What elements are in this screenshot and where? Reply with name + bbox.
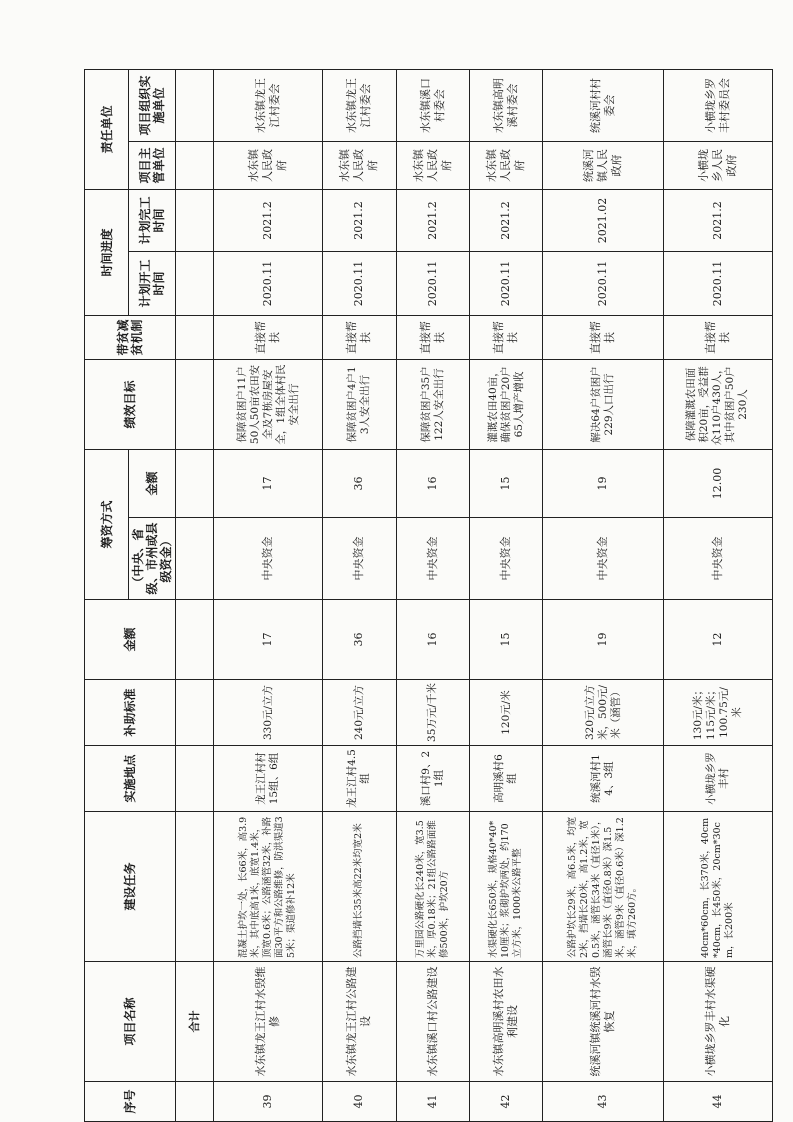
row-implementer: 水东镇龙王江村委会 xyxy=(323,69,396,141)
total-label: 合计 xyxy=(176,962,214,1082)
col-resp: 责任单位 xyxy=(85,69,129,189)
col-goal: 绩效目标 xyxy=(85,359,176,449)
row-famount: 19 xyxy=(543,449,663,517)
row-finish: 2021.2 xyxy=(323,189,396,251)
row-finish: 2021.02 xyxy=(543,189,663,251)
row-seq: 42 xyxy=(470,1082,543,1122)
col-start: 计划开工时间 xyxy=(129,251,176,315)
row-implementer: 水东镇高明溪村委会 xyxy=(470,69,543,141)
row-name: 水东镇高明溪村农田水利建设 xyxy=(470,962,543,1082)
row-mechanism: 直接帮扶 xyxy=(663,315,772,359)
row-site: 溪口村9、21组 xyxy=(396,746,469,812)
row-start: 2020.11 xyxy=(214,251,323,315)
row-standard: 330元/立方 xyxy=(214,680,323,746)
row-source: 中央资金 xyxy=(214,518,323,600)
col-standard: 补助标准 xyxy=(85,680,176,746)
row-supervisor: 水东镇人民政府 xyxy=(396,141,469,189)
row-amount: 16 xyxy=(396,600,469,680)
row-finish: 2021.2 xyxy=(214,189,323,251)
row-finish: 2021.2 xyxy=(470,189,543,251)
row-task: 公路挡墙长35米高22米均宽2米 xyxy=(323,812,396,962)
row-source: 中央资金 xyxy=(543,518,663,600)
row-mechanism: 直接帮扶 xyxy=(396,315,469,359)
table-row xyxy=(663,69,772,1121)
col-funding: 筹资方式 xyxy=(85,449,129,599)
row-standard: 320元/立方米，500元/米（涵管） xyxy=(543,680,663,746)
row-amount: 19 xyxy=(543,600,663,680)
row-mechanism: 直接帮扶 xyxy=(214,315,323,359)
row-famount: 15 xyxy=(470,449,543,517)
row-amount: 36 xyxy=(323,600,396,680)
row-famount: 16 xyxy=(396,449,469,517)
row-mechanism: 直接帮扶 xyxy=(470,315,543,359)
row-amount: 17 xyxy=(214,600,323,680)
row-seq: 44 xyxy=(663,1082,772,1122)
row-source: 中央资金 xyxy=(470,518,543,600)
row-name: 水东镇溪口村公路建设 xyxy=(396,962,469,1082)
table-row xyxy=(543,69,663,1121)
row-start: 2020.11 xyxy=(470,251,543,315)
total-row xyxy=(176,69,214,1121)
col-funding-source: （中央、省级、市州或县级资金） xyxy=(129,518,176,600)
row-name: 小横垅乡罗丰村水渠硬化 xyxy=(663,962,772,1082)
row-amount: 12 xyxy=(663,600,772,680)
row-standard: 120元/米 xyxy=(470,680,543,746)
row-start: 2020.11 xyxy=(543,251,663,315)
header-row-1 xyxy=(85,69,129,1121)
row-famount: 17 xyxy=(214,449,323,517)
row-start: 2020.11 xyxy=(396,251,469,315)
row-name: 水东镇龙王江村水毁维修 xyxy=(214,962,323,1082)
row-goal: 解决64户贫困户229人口出行 xyxy=(543,359,663,449)
row-standard: 130元/米；115元/米；100.75元/米 xyxy=(663,680,772,746)
row-site: 高明溪村6组 xyxy=(470,746,543,812)
row-name: 统溪河镇统溪河村水毁恢复 xyxy=(543,962,663,1082)
row-famount: 12.00 xyxy=(663,449,772,517)
row-task: 水渠硬化长650米，规格40*40*10厘米；浆砌护坎两处，约170立方米，1000米公路平整 xyxy=(470,812,543,962)
row-supervisor: 水东镇人民政府 xyxy=(323,141,396,189)
table-row xyxy=(323,69,396,1121)
row-implementer: 小横垅乡罗丰村委员会 xyxy=(663,69,772,141)
row-goal: 保障灌溉农田面积20亩，受益群众110户430人，其中贫困户50户230人 xyxy=(663,359,772,449)
row-goal: 保障贫困户11户50人50亩农田安全及7栋房屋安全，1组全体村民安全出行 xyxy=(214,359,323,449)
table-row xyxy=(470,69,543,1121)
col-supervisor: 项目主管单位 xyxy=(129,141,176,189)
row-finish: 2021.2 xyxy=(663,189,772,251)
row-seq: 43 xyxy=(543,1082,663,1122)
row-implementer: 统溪河村村委会 xyxy=(543,69,663,141)
row-amount: 15 xyxy=(470,600,543,680)
row-site: 龙王江村4.5组 xyxy=(323,746,396,812)
row-standard: 35万元/千米 xyxy=(396,680,469,746)
row-start: 2020.11 xyxy=(663,251,772,315)
row-supervisor: 水东镇人民政府 xyxy=(214,141,323,189)
row-site: 统溪河村14、3组 xyxy=(543,746,663,812)
row-start: 2020.11 xyxy=(323,251,396,315)
row-goal: 灌溉农田40亩，确保贫困户20户65人增产增收 xyxy=(470,359,543,449)
row-task: 混凝土护坎一处，长66米，高3.9米，其中底高1米，底宽1.4米，顶宽0.6米；公路涵管32米，补路面30平方和公路维修，防洪渠道35米；渠道修补12米 xyxy=(214,812,323,962)
row-source: 中央资金 xyxy=(396,518,469,600)
project-table xyxy=(84,69,773,1122)
row-site: 小横垅乡罗丰村 xyxy=(663,746,772,812)
col-name: 项目名称 xyxy=(85,962,176,1082)
row-goal: 保障贫困户35户122人安全出行 xyxy=(396,359,469,449)
row-supervisor: 水东镇人民政府 xyxy=(470,141,543,189)
row-source: 中央资金 xyxy=(323,518,396,600)
col-funding-amount: 金额 xyxy=(129,449,176,517)
row-mechanism: 直接帮扶 xyxy=(543,315,663,359)
row-seq: 41 xyxy=(396,1082,469,1122)
col-site: 实施地点 xyxy=(85,746,176,812)
col-finish: 计划完工时间 xyxy=(129,189,176,251)
col-implementer: 项目组织实施单位 xyxy=(129,69,176,141)
col-amount: 金额 xyxy=(85,600,176,680)
row-famount: 36 xyxy=(323,449,396,517)
table-row xyxy=(214,69,323,1121)
row-supervisor: 小横垅乡人民政府 xyxy=(663,141,772,189)
row-mechanism: 直接帮扶 xyxy=(323,315,396,359)
row-task: 40cm*60cm，长370米，40cm*40cm，长450米，20cm*30cm，长200米 xyxy=(663,812,772,962)
row-source: 中央资金 xyxy=(663,518,772,600)
col-mechanism: 带贫减贫机制 xyxy=(85,315,176,359)
row-task: 公路护坎长29米，高6.5米，均宽2米，挡墙长20米，高1.2米，宽0.5米，涵管长34米（直径1米），涵管长9米（直径0.8米）深1.5米，涵管9米（直径0.6米）深1.2米，填方260方。 xyxy=(543,812,663,962)
row-task: 万里园公路硬化长240米，宽3.5米，厚0.18米；21组公路路面维修500米，护坎20方 xyxy=(396,812,469,962)
row-goal: 保障贫困户4户13人安全出行 xyxy=(323,359,396,449)
row-name: 水东镇龙王江村公路建设 xyxy=(323,962,396,1082)
col-progress: 时间进度 xyxy=(85,189,129,315)
row-finish: 2021.2 xyxy=(396,189,469,251)
row-supervisor: 统溪河镇人民政府 xyxy=(543,141,663,189)
row-standard: 240元/立方 xyxy=(323,680,396,746)
row-seq: 39 xyxy=(214,1082,323,1122)
table-row xyxy=(396,69,469,1121)
col-seq: 序号 xyxy=(85,1082,176,1122)
row-seq: 40 xyxy=(323,1082,396,1122)
col-task: 建设任务 xyxy=(85,812,176,962)
row-site: 龙王江村村15组、6组 xyxy=(214,746,323,812)
row-implementer: 水东镇溪口村委会 xyxy=(396,69,469,141)
row-implementer: 水东镇龙王江村委会 xyxy=(214,69,323,141)
